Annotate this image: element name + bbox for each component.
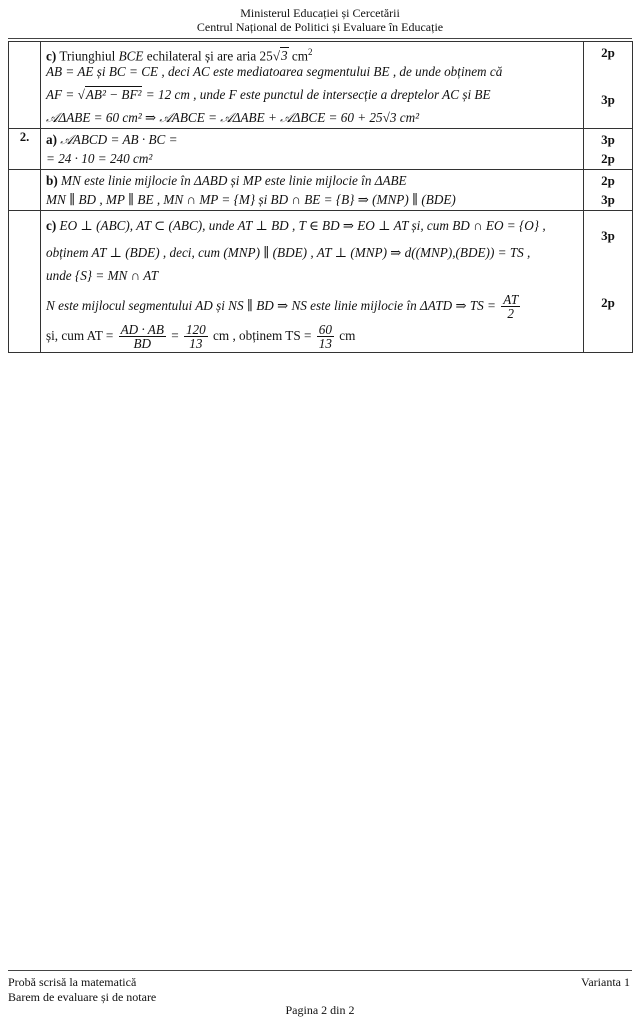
text: cm , obținem TS = (209, 328, 315, 343)
points: 3p (601, 228, 615, 243)
math: 25 (259, 48, 273, 64)
footer-divider (8, 970, 632, 971)
solution-cell: c) Triunghiul BCE echilateral și are aria 25√3 $cm^2$ AB = AE și BC = CE , deci AC este mediatoarea segmentului BE , de unde obținem că AF = √AB² − BF² = 12 cm , unde F este punctul de intersecție a dreptelor AC și BE 𝒜ΔABE = 60 cm² ⇒ 𝒜ABCE = 𝒜ΔABE + 𝒜ΔBCE = 60 + 25√3 cm² (41, 42, 584, 129)
denominator: BD (133, 336, 152, 352)
footer-left (8, 975, 156, 1005)
solution-cell (41, 170, 584, 211)
denominator: 13 (318, 336, 332, 352)
solution-line: 𝒜ΔABE = 60 cm² ⇒ 𝒜ABCE = 𝒜ΔABE + 𝒜ΔBCE = 60 + 25√3 cm² (46, 110, 420, 125)
solution-line: unde {S} = MN ∩ AT (46, 268, 159, 283)
item-number-cell (9, 211, 41, 353)
math: BCE (118, 48, 144, 64)
footer-exam-name: Probă scrisă la matematică (8, 975, 137, 989)
item-number-cell (9, 42, 41, 129)
numerator: AT (503, 292, 519, 308)
denominator: 13 (189, 336, 203, 352)
solution-line: = 24 · 10 = 240 cm² (46, 151, 153, 166)
points: 2p (601, 151, 615, 166)
solution-line: = 12 cm , unde F este punctul de intersecție a dreptelor AC și BE (142, 87, 491, 102)
math: AB² − BF² (85, 87, 142, 102)
subitem-label: a) (46, 132, 57, 147)
exponent: 2 (308, 47, 313, 57)
numerator: AD · AB (120, 322, 164, 338)
table-row (9, 170, 633, 211)
solution-line: N este mijlocul segmentului AD și NS ∥ BD ⇒ NS este linie mijlocie în ΔATD ⇒ TS = (46, 298, 500, 313)
fraction (317, 323, 334, 350)
fraction (501, 293, 520, 320)
math: 3 (280, 48, 288, 64)
solution-line: EO ⊥ (ABC), AT ⊂ (ABC), unde AT ⊥ BD , T ∈ BD ⇒ EO ⊥ AT și, cum BD ∩ EO = {O} , (59, 218, 546, 233)
table-row (9, 42, 633, 129)
solution-cell (41, 129, 584, 170)
text: echilateral și are aria (143, 48, 260, 64)
points: 3p (601, 132, 615, 147)
grading-table (8, 41, 633, 353)
text: = (167, 328, 182, 343)
solution-line: 𝒜ABCD = AB · BC = (60, 132, 178, 147)
table-row (9, 129, 633, 170)
fraction (119, 323, 166, 350)
points: 2p (601, 173, 615, 188)
subitem-label: b) (46, 173, 58, 188)
header-ministry: Ministerul Educației și Cercetării (240, 6, 400, 20)
item-number-cell (9, 170, 41, 211)
numerator: 120 (185, 322, 206, 338)
points: 3p (601, 192, 615, 207)
item-number: 2. (9, 129, 41, 170)
points: 2p (601, 45, 615, 60)
unit: cm (335, 328, 356, 343)
solution-line: MN ∥ BD , MP ∥ BE , MN ∩ MP = {M} și BD ∩ BE = {B} ⇒ (MNP) ∥ (BDE) (46, 192, 456, 207)
solution-line: MN este linie mijlocie în ΔABD și MP este linie mijlocie în ΔABE (61, 173, 407, 188)
table-row (9, 211, 633, 353)
footer-variant: Varianta 1 (581, 975, 630, 989)
footer-doc-type: Barem de evaluare și de notare (8, 990, 157, 1004)
math: AF = (46, 87, 78, 102)
fraction (184, 323, 208, 350)
points: 2p (601, 295, 615, 310)
subitem-label: c) (46, 218, 57, 233)
points: 3p (601, 92, 615, 107)
header-center: Centrul Național de Politici și Evaluare în Educație (196, 20, 444, 34)
subitem-label: c) (46, 48, 57, 64)
points-cell (584, 211, 633, 353)
solution-cell (41, 211, 584, 353)
points-cell (584, 42, 633, 129)
text: Triunghiul (59, 48, 119, 64)
solution-line: obținem AT ⊥ (BDE) , deci, cum (MNP) ∥ (BDE) , AT ⊥ (MNP) ⇒ d((MNP),(BDE)) = TS , (46, 245, 531, 260)
page-number: Pagina 2 din 2 (285, 1003, 355, 1017)
solution-line: și, cum AT = (46, 328, 117, 343)
numerator: 60 (318, 322, 332, 338)
points-cell (584, 170, 633, 211)
document-header (0, 6, 640, 34)
denominator: 2 (507, 306, 514, 322)
unit: cm (288, 48, 308, 64)
solution-line: AB = AE și BC = CE , deci AC este mediatoarea segmentului BE , de unde obținem că (46, 64, 503, 79)
header-divider (8, 38, 632, 39)
points-cell (584, 129, 633, 170)
